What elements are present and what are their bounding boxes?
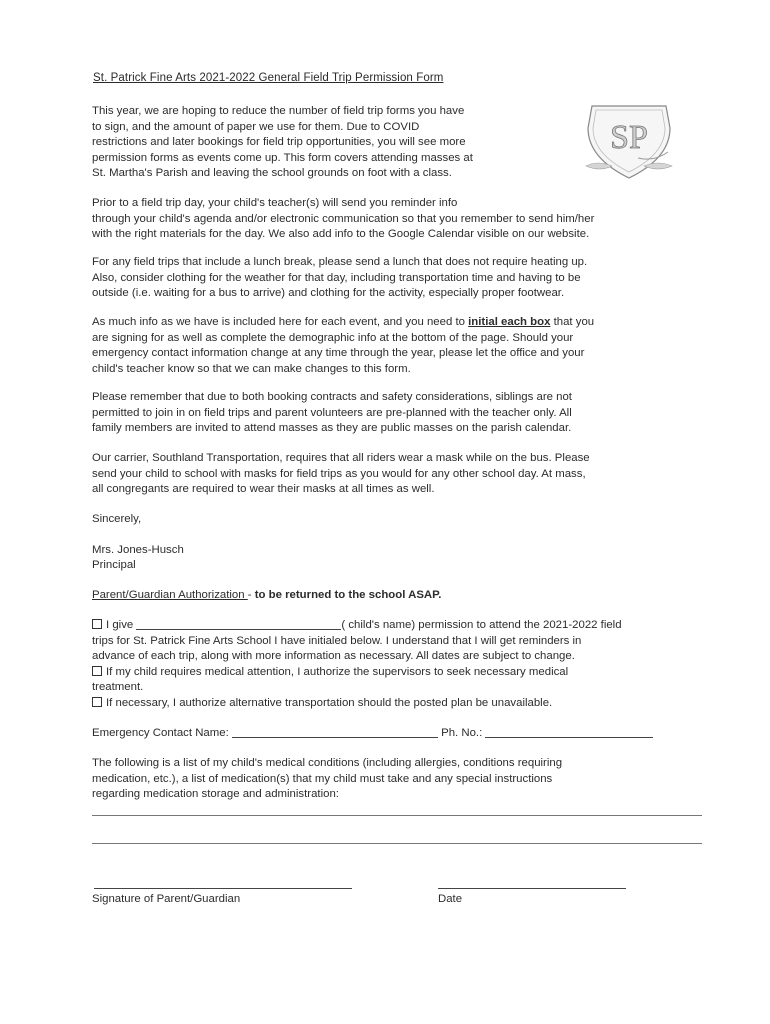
intro-line: St. Martha's Parish and leaving the school grounds on foot with a class. [92, 167, 452, 180]
medical-line [92, 665, 712, 681]
authorization-heading [92, 589, 441, 601]
reminder-paragraph [92, 196, 712, 243]
emergency-contact-row [92, 726, 653, 739]
school-crest-logo [578, 100, 680, 182]
intro-line: permission forms as events come up. This form covers attending masses at [92, 151, 473, 164]
permission-statement [92, 618, 712, 712]
authorization-heading-instruction: to be returned to the school ASAP. [254, 589, 442, 601]
lunch-line: For any field trips that include a lunch break, please send a lunch that does not require heating up. [92, 256, 588, 268]
give-text: ( child's name) permission to attend the 2021-2022 field [341, 619, 622, 631]
medical-conditions-paragraph [92, 756, 712, 803]
info-line [92, 315, 712, 331]
signer-name: Mrs. Jones-Husch [92, 544, 184, 556]
crest-monogram: SP [610, 119, 648, 156]
conditions-line: medication, etc.), a list of medication(s) that my child must take and any special instructions [92, 772, 553, 785]
reminder-line: through your child's agenda and/or electronic communication so that you remember to send him/her [92, 212, 595, 225]
phone-field[interactable] [485, 726, 653, 738]
reminder-line: Prior to a field trip day, your child's teacher(s) will send you reminder info [92, 197, 458, 209]
intro-paragraph [92, 104, 562, 182]
carrier-line: send your child to school with masks for field trips as you would for any other school day. At mass, [92, 467, 586, 480]
emergency-contact-field[interactable] [232, 726, 438, 738]
give-line [92, 618, 712, 634]
medical-checkbox[interactable] [92, 666, 102, 676]
authorization-heading-label: Parent/Guardian Authorization [92, 589, 248, 601]
child-name-field[interactable] [136, 618, 341, 630]
info-text: that you [550, 316, 595, 328]
signature-label: Signature of Parent/Guardian [92, 893, 241, 905]
closing: Sincerely, [92, 513, 142, 525]
give-text: I give [106, 619, 134, 631]
give-line: trips for St. Patrick Fine Arts School I have initialed below. I understand that I will get reminders in [92, 634, 582, 647]
lunch-line: Also, consider clothing for the weather for that day, including transportation time and having to be [92, 271, 581, 284]
medical-text: If my child requires medical attention, I authorize the supervisors to seek necessary medical [106, 665, 569, 678]
initial-each-box-emphasis: initial each box [468, 316, 551, 328]
signature-line[interactable] [94, 888, 352, 889]
carrier-paragraph [92, 451, 712, 498]
info-line: are signing for as well as complete the demographic info at the bottom of the page. Should your [92, 331, 574, 344]
transport-text: If necessary, I authorize alternative transportation should the posted plan be unavailable. [106, 696, 553, 709]
date-line[interactable] [438, 888, 626, 889]
info-paragraph [92, 315, 712, 377]
date-label: Date [438, 893, 463, 905]
carrier-line: Our carrier, Southland Transportation, requires that all riders wear a mask while on the bus. Please [92, 452, 590, 464]
intro-line: This year, we are hoping to reduce the number of field trip forms you have [92, 105, 465, 117]
siblings-line: permitted to join in on field trips and parent volunteers are pre-planned with the teacher only. All [92, 406, 572, 419]
siblings-line: Please remember that due to both booking contracts and safety considerations, siblings are not [92, 391, 572, 403]
intro-line: to sign, and the amount of paper we use for them. Due to COVID [92, 120, 420, 133]
info-line: child's teacher know so that we can make changes to this form. [92, 362, 411, 375]
lunch-line: outside (i.e. waiting for a bus to arrive) and clothing for the activity, especially proper footwear. [92, 287, 565, 300]
authorization-heading-dash: - [247, 589, 255, 601]
info-text: As much info as we have is included here for each event, and you need to [92, 316, 469, 328]
carrier-line: all congregants are required to wear their masks at all times as well. [92, 483, 435, 496]
phone-label: Ph. No.: [441, 727, 483, 739]
signer-title: Principal [92, 559, 136, 571]
give-line: advance of each trip, along with more information as necessary. All dates are subject to change. [92, 650, 575, 663]
reminder-line: with the right materials for the day. We also add info to the Google Calendar visible on our website. [92, 228, 590, 241]
siblings-paragraph [92, 390, 712, 437]
medical-line: treatment. [92, 681, 144, 694]
conditions-line: regarding medication storage and administration: [92, 788, 339, 801]
transport-line [92, 696, 712, 712]
intro-line: restrictions and later bookings for field trip opportunities, you will see more [92, 136, 466, 149]
medical-notes-line[interactable] [92, 815, 702, 816]
conditions-line: The following is a list of my child's medical conditions (including allergies, conditions requiring [92, 757, 563, 769]
info-line: emergency contact information change at any time through the year, please let the office and your [92, 347, 585, 360]
medical-notes-line[interactable] [92, 843, 702, 844]
siblings-line: family members are invited to attend masses as they are public masses on the parish calendar. [92, 422, 572, 435]
give-checkbox[interactable] [92, 619, 102, 629]
transport-checkbox[interactable] [92, 697, 102, 707]
lunch-paragraph [92, 255, 712, 302]
emergency-contact-label: Emergency Contact Name: [92, 727, 229, 739]
form-title: St. Patrick Fine Arts 2021-2022 General Field Trip Permission Form [93, 72, 444, 84]
